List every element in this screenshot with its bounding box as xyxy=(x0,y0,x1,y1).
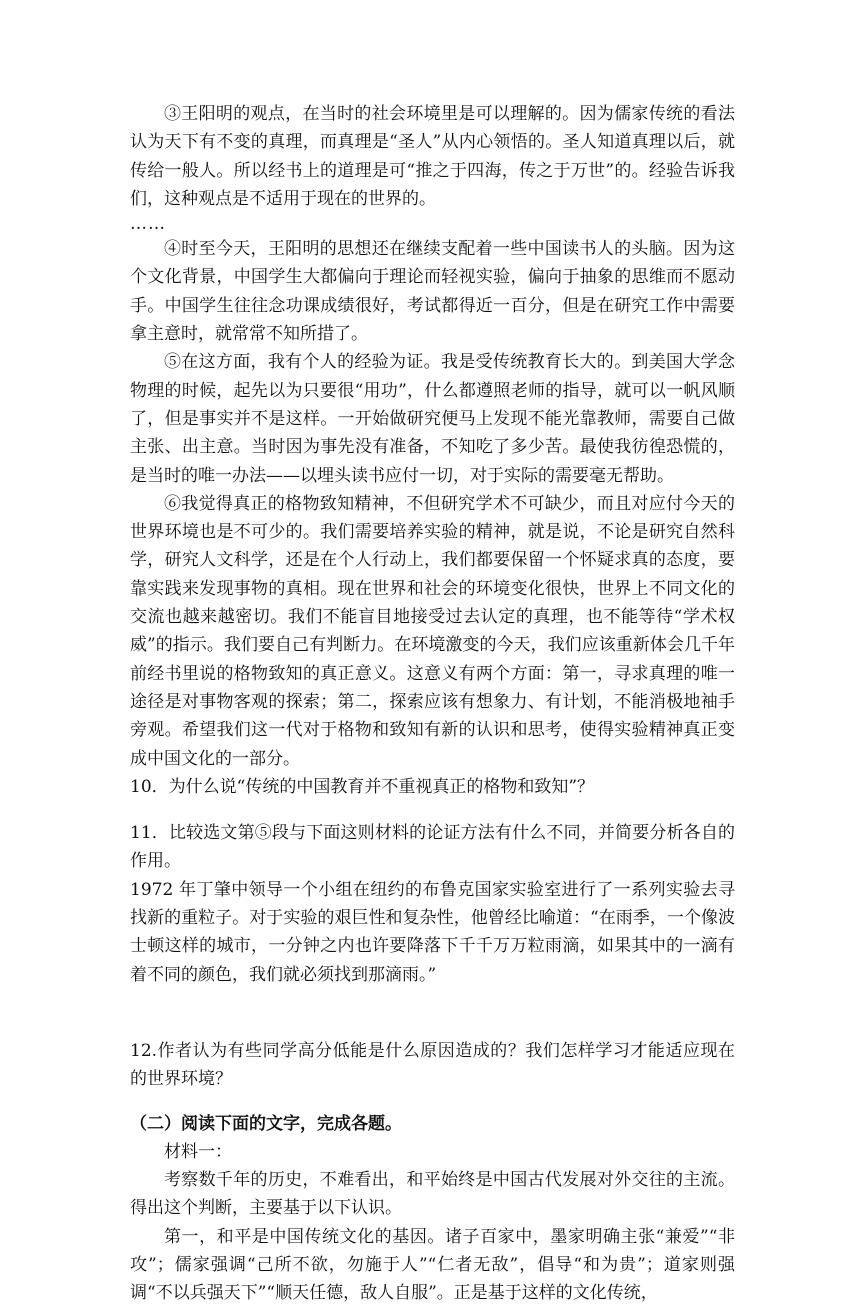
material-label: 材料一： xyxy=(164,1141,232,1162)
question-11-material: 1972 年丁肇中领导一个小组在纽约的布鲁克国家实验室进行了一系列实验去寻找新的重粒子。对于实验的艰巨性和复杂性，他曾经比喻道：“在雨季，一个像波士顿这样的城市，一分钟之内也许要降落下千千万万粒雨滴，如果其中的一滴有着不同的颜色，我们就必须找到那滴雨。” xyxy=(130,879,735,985)
material-paragraph-2: 第一，和平是中国传统文化的基因。诸子百家中，墨家明确主张“兼爱”“非攻”；儒家强调“己所不欲，勿施于人”“仁者无敌”，倡导“和为贵”；道家则强调“不以兵强天下”“顺天任德，敌人自服”。正是基于这样的文化传统， xyxy=(130,1226,735,1304)
answer-space-10 xyxy=(130,801,735,819)
paragraph-3: ③王阳明的观点，在当时的社会环境里是可以理解的。因为儒家传统的看法认为天下有不变的真理，而真理是“圣人”从内心领悟的。圣人知道真理以后，就传给一般人。所以经书上的道理是可“推之于四海，传之于万世”的。经验告诉我们，这种观点是不适用于现在的世界的。 xyxy=(130,104,735,209)
question-10: 10．为什么说“传统的中国教育并不重视真正的格物和致知”？ xyxy=(130,776,595,797)
ellipsis: …… xyxy=(130,214,166,235)
question-12: 12.作者认为有些同学高分低能是什么原因造成的？我们怎样学习才能适应现在的世界环境？ xyxy=(130,1040,735,1090)
question-11: 11．比较选文第⑤段与下面这则材料的论证方法有什么不同，并简要分析各自的作用。 xyxy=(130,823,735,872)
paragraph-4: ④时至今天，王阳明的思想还在继续支配着一些中国读书人的头脑。因为这个文化背景，中国学生大都偏向于理论而轻视实验，偏向于抽象的思维而不愿动手。中国学生往往念功课成绩很好，考试都得近一百分，但是在研究工作中需要拿主意时，就常常不知所措了。 xyxy=(130,239,735,345)
paragraph-5: ⑤在这方面，我有个人的经验为证。我是受传统教育长大的。到美国大学念物理的时候，起先以为只要很“用功”，什么都遵照老师的指导，就可以一帆风顺了，但是事实并不是这样。一开始做研究便马上发现不能光靠教师，需要自己做主张、出主意。当时因为事先没有准备，不知吃了多少苦。最使我彷徨恐慌的，是当时的唯一办法——以埋头读书应付一切，对于实际的需要毫无帮助。 xyxy=(130,352,735,486)
material-paragraph-1: 考察数千年的历史，不难看出，和平始终是中国古代发展对外交往的主流。得出这个判断，主要基于以下认识。 xyxy=(130,1170,735,1219)
paragraph-6: ⑥我觉得真正的格物致知精神，不但研究学术不可缺少，而且对应付今天的世界环境也是不可少的。我们需要培养实验的精神，就是说，不论是研究自然科学，研究人文科学，还是在个人行动上，我们都要保留一个怀疑求真的态度，要靠实践来发现事物的真相。现在世界和社会的环境变化很快，世界上不同文化的交流也越来越密切。我们不能盲目地接受过去认定的真理，也不能等待“学术权威”的指示。我们要自己有判断力。在环境激变的今天，我们应该重新体会几千年前经书里说的格物致知的真正意义。这意义有两个方面：第一，寻求真理的唯一途径是对事物客观的探索；第二，探索应该有想象力、有计划，不能消极地袖手旁观。希望我们这一代对于格物和致知有新的认识和思考，使得实验精神真正变成中国文化的一部分。 xyxy=(130,493,735,769)
section-heading: （二）阅读下面的文字，完成各题。 xyxy=(130,1113,402,1134)
answer-space-11 xyxy=(130,989,735,1037)
answer-space-12 xyxy=(130,1094,735,1110)
